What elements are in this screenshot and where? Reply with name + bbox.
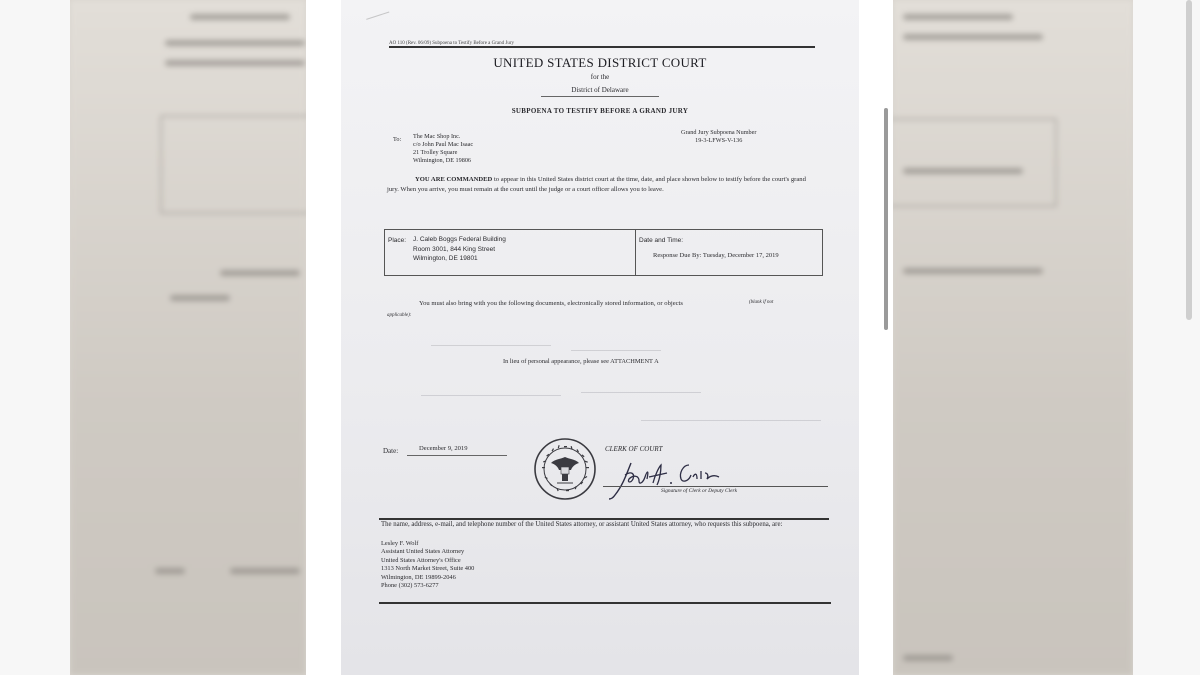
attorney-contact-block bbox=[381, 540, 474, 590]
date-label: Date: bbox=[383, 447, 399, 455]
place-line: Wilmington, DE 19801 bbox=[413, 255, 478, 262]
for-line: for the bbox=[590, 73, 610, 81]
signature-rule bbox=[603, 486, 828, 487]
recipient-block bbox=[413, 133, 473, 165]
contact-bottom-rule bbox=[379, 602, 831, 604]
blurred-right-panel bbox=[893, 0, 1133, 675]
bring-note-2: applicable): bbox=[387, 313, 412, 318]
blurred-left-panel bbox=[70, 0, 306, 675]
clerk-title: CLERK OF COURT bbox=[605, 445, 663, 453]
subpoena-title: SUBPOENA TO TESTIFY BEFORE A GRAND JURY bbox=[511, 107, 689, 115]
faint-handwriting bbox=[641, 420, 821, 421]
contact-intro: The name, address, e-mail, and telephone number of the United States attorney, or assistant United States attorney, who requests this subpoena, are: bbox=[381, 521, 783, 528]
recipient-line: The Mac Shop Inc. bbox=[413, 133, 461, 140]
grand-jury-number-block bbox=[681, 129, 756, 145]
contact-line: Phone (302) 573-6277 bbox=[381, 582, 439, 590]
faint-handwriting bbox=[581, 392, 701, 393]
court-title: UNITED STATES DISTRICT COURT bbox=[493, 55, 707, 70]
faint-handwriting bbox=[571, 350, 661, 351]
subpoena-document bbox=[341, 0, 859, 675]
header-rule bbox=[389, 46, 815, 48]
date-time-label: Date and Time: bbox=[639, 237, 684, 244]
date-value: December 9, 2019 bbox=[419, 445, 468, 452]
grand-jury-label: Grand Jury Subpoena Number bbox=[681, 129, 757, 136]
signature-label: Signature of Clerk or Deputy Clerk bbox=[661, 488, 738, 494]
contact-line: Wilmington, DE 19899-2046 bbox=[381, 573, 456, 581]
left-margin bbox=[0, 0, 70, 675]
table-divider bbox=[635, 230, 636, 275]
place-address bbox=[413, 235, 506, 264]
recipient-line: Wilmington, DE 19806 bbox=[413, 157, 472, 164]
place-line: J. Caleb Boggs Federal Building bbox=[413, 236, 506, 243]
contact-line: Assistant United States Attorney bbox=[381, 548, 465, 556]
place-label: Place: bbox=[388, 237, 407, 244]
faint-handwriting bbox=[431, 345, 551, 346]
right-scrollbar[interactable] bbox=[1186, 0, 1192, 320]
district-rule bbox=[541, 96, 659, 97]
clerk-signature-icon bbox=[609, 455, 729, 503]
lieu-text: In lieu of personal appearance, please see ATTACHMENT A bbox=[503, 358, 659, 365]
command-bold: YOU ARE COMMANDED bbox=[415, 176, 493, 183]
contact-line: United States Attorney's Office bbox=[381, 556, 461, 564]
form-code: AO 110 (Rev. 06/09) Subpoena to Testify Before a Grand Jury bbox=[389, 41, 514, 46]
place-line: Room 3001, 844 King Street bbox=[413, 245, 496, 253]
date-time-value: Response Due By: Tuesday, December 17, 2019 bbox=[653, 252, 779, 259]
court-seal-icon bbox=[533, 437, 597, 501]
contact-line: Lesley F. Wolf bbox=[381, 540, 419, 547]
recipient-line: c/o John Paul Mac Isaac bbox=[413, 141, 474, 148]
bring-text: You must also bring with you the following documents, electronically stored information, or objects bbox=[419, 300, 683, 307]
date-rule bbox=[407, 455, 507, 456]
place-date-table bbox=[384, 229, 823, 276]
scrollbar[interactable] bbox=[884, 108, 888, 330]
contact-line: 1313 North Market Street, Suite 400 bbox=[381, 565, 475, 573]
grand-jury-number: 19-3-LFWS-V-136 bbox=[695, 137, 743, 144]
command-text: to appear in this United States district court at the time, date, and place shown below to testify before the court's grand jury. When you arrive, you must remain at the court until the judge or a court officer allows you to leave. bbox=[387, 176, 806, 193]
district: District of Delaware bbox=[571, 86, 629, 94]
faint-handwriting bbox=[421, 395, 561, 396]
command-paragraph bbox=[387, 175, 817, 194]
pencil-mark bbox=[366, 12, 392, 28]
recipient-line: 21 Trolley Square bbox=[413, 149, 458, 156]
bring-note: (blank if not bbox=[749, 300, 774, 305]
to-label: To: bbox=[393, 136, 402, 143]
